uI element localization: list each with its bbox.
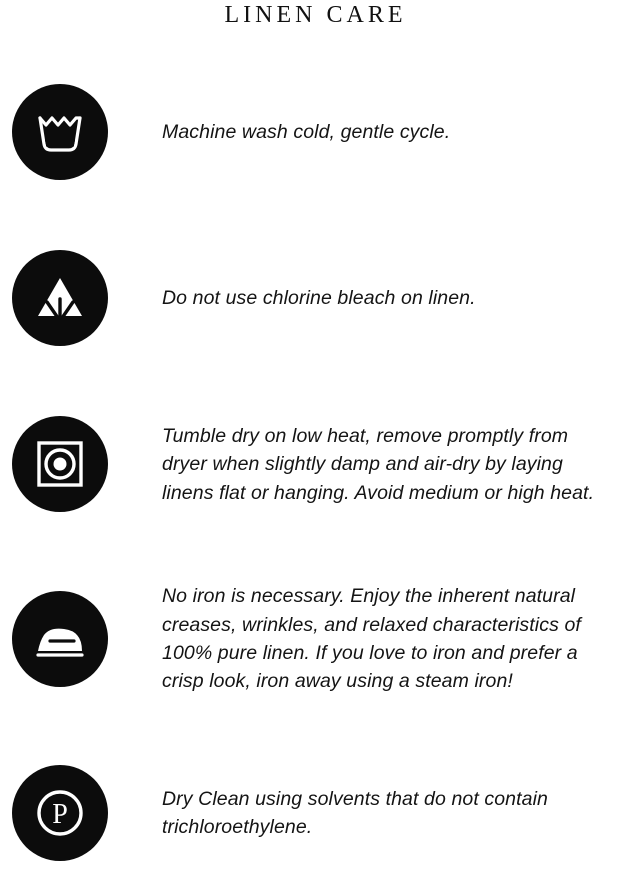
list-item: [0, 84, 631, 180]
list-item: [0, 582, 631, 695]
care-instruction-text: Dry Clean using solvents that do not contain trichloroethylene.: [162, 788, 548, 839]
tumble-dry-icon: [12, 416, 108, 512]
care-instruction-text: Do not use chlorine bleach on linen.: [162, 287, 476, 310]
page-title: LINEN CARE: [224, 2, 407, 28]
wash-tub-icon: [12, 84, 108, 180]
icon-cell: [12, 84, 108, 180]
svg-text:P: P: [52, 799, 68, 831]
icon-cell: [12, 765, 108, 861]
no-bleach-triangle-icon: [12, 250, 108, 346]
list-item: [0, 416, 631, 512]
icon-cell: [12, 250, 108, 346]
care-instruction-list: [0, 84, 631, 861]
list-item: [0, 250, 631, 346]
care-instruction-text: Tumble dry on low heat, remove promptly from dryer when slightly damp and air-dry by laying linens flat or hanging. Avoid medium or high heat.: [162, 424, 595, 504]
care-instruction-text: No iron is necessary. Enjoy the inherent natural creases, wrinkles, and relaxed characteristics of 100% pure linen. If you love to iron and prefer a crisp look, iron away using a steam iron!: [162, 585, 581, 693]
dry-clean-p-circle-icon: [12, 765, 108, 861]
icon-cell: [12, 416, 108, 512]
list-item: [0, 765, 631, 861]
icon-cell: [12, 591, 108, 687]
iron-icon: [12, 591, 108, 687]
care-instruction-text: Machine wash cold, gentle cycle.: [162, 121, 451, 144]
